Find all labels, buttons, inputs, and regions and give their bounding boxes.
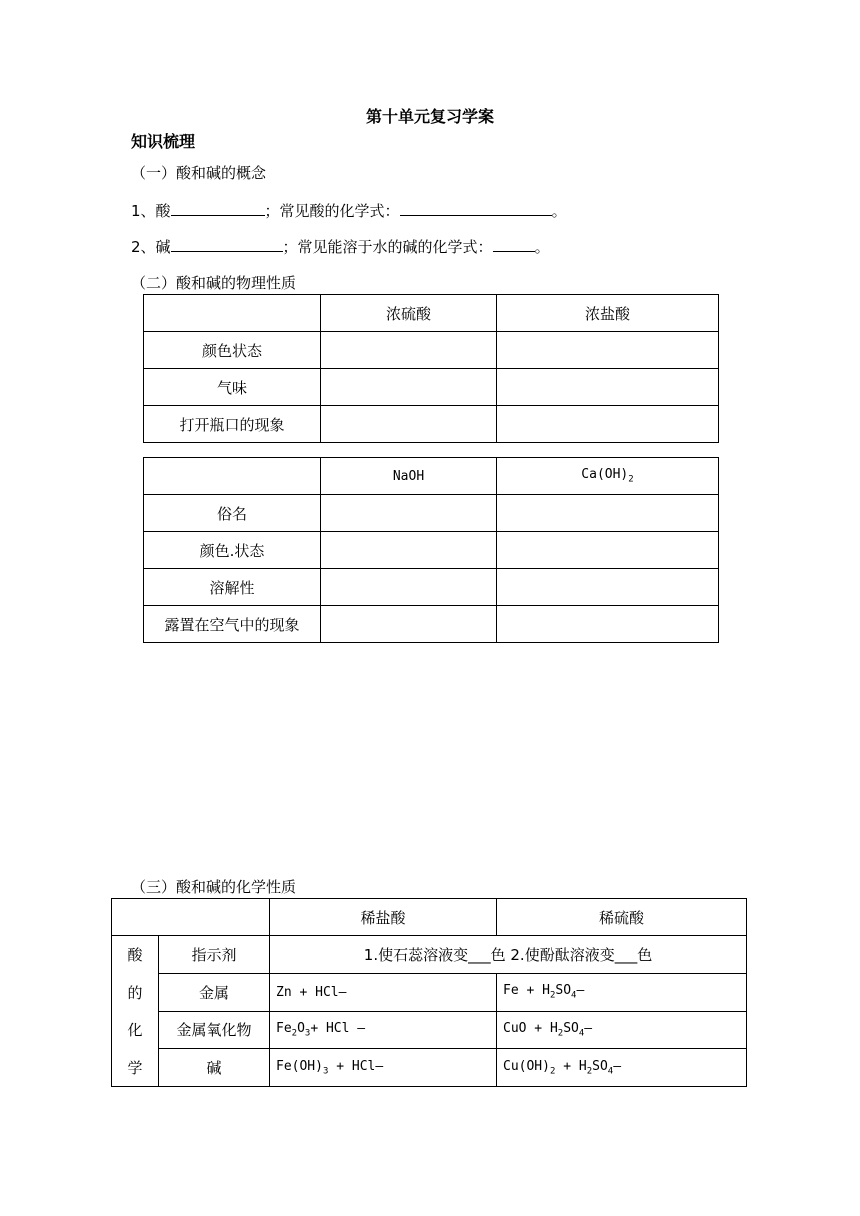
side-char: 的 <box>127 983 143 1002</box>
equation-cuo-h2so4[interactable]: CuO + $H_2SO_4—$ <box>497 1011 747 1049</box>
row-label: 颜色.状态 <box>144 532 321 569</box>
row-label-base: 碱 <box>159 1049 270 1087</box>
header-cell-dilute-h2so4: 稀硫酸 <box>497 899 747 936</box>
answer-cell[interactable] <box>497 532 719 569</box>
equation-zn-hcl[interactable]: Zn + HCl— <box>270 973 497 1011</box>
side-label-acid-chemical <box>112 936 159 1087</box>
answer-cell[interactable] <box>321 369 497 406</box>
row-label-metal: 金属 <box>159 973 270 1011</box>
acid-line-end: 。 <box>551 202 567 220</box>
header-cell-dilute-hcl: 稀盐酸 <box>270 899 497 936</box>
section-heading: 知识梳理 <box>131 132 196 151</box>
acid-concept-line <box>131 200 567 221</box>
table-row <box>112 1049 747 1087</box>
base-physical-table <box>143 457 719 643</box>
table-row <box>112 973 747 1011</box>
base-definition-blank[interactable] <box>171 237 283 252</box>
indicator-statement[interactable]: 1.使石蕊溶液变___色 2.使酚酞溶液变___色 <box>270 936 747 974</box>
row-label: 俗名 <box>144 495 321 532</box>
base-line-end: 。 <box>534 238 550 256</box>
table-row <box>144 532 719 569</box>
section1-title: （一）酸和碱的概念 <box>131 164 267 182</box>
answer-cell[interactable] <box>497 406 719 443</box>
header-empty-cell <box>144 295 321 332</box>
table-row <box>144 406 719 443</box>
row-label-metal-oxide: 金属氧化物 <box>159 1011 270 1049</box>
page-title: 第十单元复习学案 <box>365 107 494 126</box>
row-label: 溶解性 <box>144 569 321 606</box>
side-char: 化 <box>127 1021 143 1040</box>
row-label-indicator: 指示剂 <box>159 936 270 974</box>
table-row <box>112 936 747 974</box>
side-char: 酸 <box>127 946 143 965</box>
header-empty-cell <box>144 458 321 495</box>
section2-title: （二）酸和碱的物理性质 <box>131 274 297 292</box>
header-cell: 浓硫酸 <box>321 295 497 332</box>
base-concept-line <box>131 236 550 257</box>
acid-definition-blank[interactable] <box>171 201 265 216</box>
row-label: 颜色状态 <box>144 332 321 369</box>
answer-cell[interactable] <box>321 332 497 369</box>
acid-formula-label: ；常见酸的化学式： <box>264 202 400 220</box>
table-row <box>144 332 719 369</box>
row-label: 露置在空气中的现象 <box>144 606 321 643</box>
acid-chemical-table <box>111 898 747 1087</box>
table-row <box>144 369 719 406</box>
row-label: 打开瓶口的现象 <box>144 406 321 443</box>
header-cell: 浓盐酸 <box>497 295 719 332</box>
equation-cuoh2-h2so4[interactable]: $Cu(OH)_2$ + $H_2SO_4—$ <box>497 1049 747 1087</box>
equation-feoh3-hcl[interactable]: $Fe(OH)_3$ + HCl— <box>270 1049 497 1087</box>
base-label: 2、碱 <box>131 238 171 256</box>
equation-fe2o3-hcl[interactable]: $Fe_2O_3+$ HCl — <box>270 1011 497 1049</box>
table-header-row <box>144 458 719 495</box>
answer-cell[interactable] <box>497 569 719 606</box>
answer-cell[interactable] <box>321 495 497 532</box>
table-row <box>144 606 719 643</box>
table-header-row <box>112 899 747 936</box>
acid-physical-table <box>143 294 719 443</box>
answer-cell[interactable] <box>497 606 719 643</box>
acid-label: 1、酸 <box>131 202 171 220</box>
table-row <box>112 1011 747 1049</box>
answer-cell[interactable] <box>321 569 497 606</box>
header-cell-caoh2: $Ca(OH)_2$ <box>497 458 719 495</box>
header-cell-naoh: NaOH <box>321 458 497 495</box>
section3-title: （三）酸和碱的化学性质 <box>131 878 297 896</box>
answer-cell[interactable] <box>321 606 497 643</box>
base-formula-label: ；常见能溶于水的碱的化学式： <box>282 238 493 256</box>
side-char: 学 <box>127 1058 143 1077</box>
table-row <box>144 495 719 532</box>
answer-cell[interactable] <box>321 532 497 569</box>
base-formula-blank[interactable] <box>493 237 535 252</box>
equation-fe-h2so4[interactable]: $Fe + H_2SO_4—$ <box>497 973 747 1011</box>
table-header-row <box>144 295 719 332</box>
acid-formula-blank[interactable] <box>400 201 552 216</box>
answer-cell[interactable] <box>497 332 719 369</box>
answer-cell[interactable] <box>321 406 497 443</box>
row-label: 气味 <box>144 369 321 406</box>
answer-cell[interactable] <box>497 369 719 406</box>
table-row <box>144 569 719 606</box>
header-empty-cell <box>112 899 270 936</box>
answer-cell[interactable] <box>497 495 719 532</box>
